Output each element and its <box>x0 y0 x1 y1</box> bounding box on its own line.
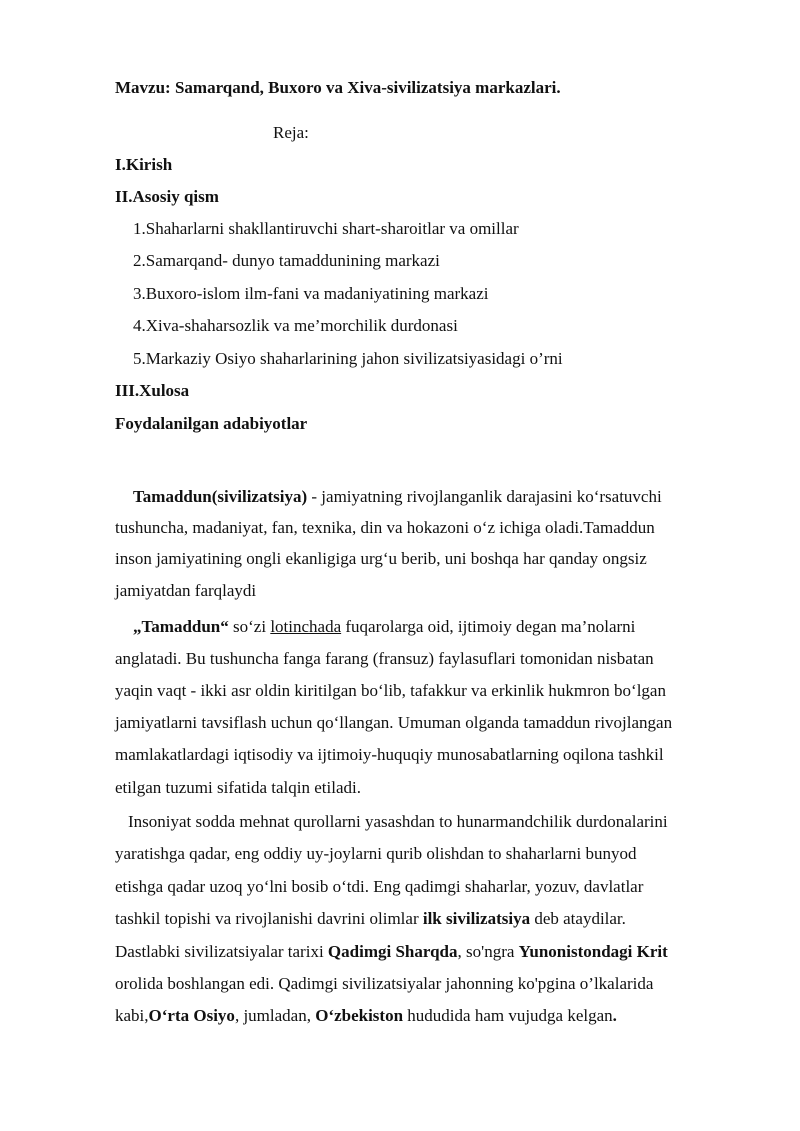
para1-line: Tamaddun(sivilizatsiya) - jamiyatning rivojlanganlik darajasini ko‘rsatuvchi <box>133 487 662 506</box>
para3-line: yaratishga qadar, eng oddiy uy-joylarni qurib olishdan to shaharlarni bunyod <box>115 844 637 863</box>
keyword-ozbekiston: O‘zbekiston <box>315 1006 404 1025</box>
para1-line: tushuncha, madaniyat, fan, texnika, din va hokazoni o‘z ichiga oladi.Tamaddun <box>115 518 655 537</box>
plan-main: II.Asosiy qism <box>115 187 219 206</box>
page-title: Mavzu: Samarqand, Buxoro va Xiva-sivilizatsiya markazlari. <box>115 78 561 97</box>
para1-line: jamiyatdan farqlaydi <box>115 581 257 600</box>
keyword-ilk-sivilizatsiya: ilk sivilizatsiya <box>422 909 531 928</box>
plan-item: 3.Buxoro-islom ilm-fani va madaniyatining markazi <box>133 284 489 303</box>
para3-line: etishga qadar uzoq yo‘lni bosib o‘tdi. Eng qadimgi shaharlar, yozuv, davlatlar <box>115 877 644 896</box>
para3-line: kabi,O‘rta Osiyo, jumladan, O‘zbekiston hududida ham vujudga kelgan. <box>115 1006 617 1025</box>
para1-line: inson jamiyatining ongli ekanligiga urg‘u berib, uni boshqa har qanday ongsiz <box>115 549 647 568</box>
plan-references: Foydalanilgan adabiyotlar <box>115 414 308 433</box>
keyword-qadimgi-sharq: Qadimgi Sharqda <box>327 942 458 961</box>
keyword-orta-osiyo: O‘rta Osiyo <box>148 1006 235 1025</box>
para2-line: mamlakatlardagi iqtisodiy va ijtimoiy-huquqiy munosabatlarning oqilona tashkil <box>115 745 664 764</box>
para2-line: anglatadi. Bu tushuncha fanga farang (fransuz) faylasuflari tomonidan nisbatan <box>115 649 654 668</box>
plan-conclusion: III.Xulosa <box>115 381 190 400</box>
plan-heading: Reja: <box>273 123 309 142</box>
para1-term: Tamaddun(sivilizatsiya) <box>133 487 308 506</box>
lotinchada-link[interactable]: lotinchada <box>270 617 342 636</box>
para3-line: Insoniyat sodda mehnat qurollarni yasashdan to hunarmandchilik durdonalarini <box>128 812 668 831</box>
para2-line: etilgan tuzumi sifatida talqin etiladi. <box>115 778 361 797</box>
keyword-krit: Yunonistondagi Krit <box>518 942 668 961</box>
para3-line: tashkil topishi va rivojlanishi davrini olimlar ilk sivilizatsiya deb ataydilar. <box>115 909 626 928</box>
para2-line: „Tamaddun“ so‘zi lotinchada fuqarolarga oid, ijtimoiy degan ma’nolarni <box>133 617 636 636</box>
para3-line: orolida boshlangan edi. Qadimgi sivilizatsiyalar jahonning ko'pgina o’lkalarida <box>115 974 654 993</box>
para2-term: „Tamaddun“ <box>133 617 229 636</box>
plan-item: 4.Xiva-shaharsozlik va me’morchilik durdonasi <box>133 316 458 335</box>
plan-intro: I.Kirish <box>115 155 173 174</box>
para3-line: Dastlabki sivilizatsiyalar tarixi Qadimgi Sharqda, so'ngra Yunonistondagi Krit <box>115 942 668 961</box>
plan-item: 5.Markaziy Osiyo shaharlarining jahon sivilizatsiyasidagi o’rni <box>133 349 563 368</box>
para2-line: jamiyatlarni tavsiflash uchun qo‘llangan. Umuman olganda tamaddun rivojlangan <box>115 713 673 732</box>
para2-line: yaqin vaqt - ikki asr oldin kiritilgan bo‘lib, tafakkur va erkinlik hukmron bo‘lgan <box>115 681 666 700</box>
plan-item: 2.Samarqand- dunyo tamaddunining markazi <box>133 251 440 270</box>
plan-item: 1.Shaharlarni shakllantiruvchi shart-sharoitlar va omillar <box>133 219 519 238</box>
